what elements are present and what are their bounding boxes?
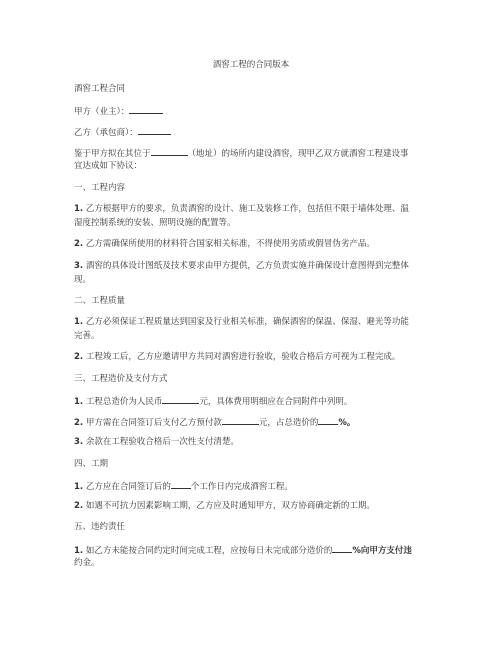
item-text-b: 个工作日内完成酒窖工程。 <box>190 482 293 492</box>
item-text: 乙方必须保证工程质量达到国家及行业相关标准，确保酒窖的保温、保湿、避光等功能 <box>85 317 409 327</box>
item-text: 如遇不可抗力因素影响工期，乙方应及时通知甲方，双方协商确定新的工期。 <box>85 501 375 511</box>
item-number: 2. <box>74 352 84 362</box>
party-a-line <box>74 104 434 118</box>
item-text: 酒窖的具体设计图纸及技术要求由甲方提供，乙方负责实施并确保设计意图得到完整体 <box>85 261 409 271</box>
item-number: 2. <box>74 239 84 249</box>
s5-item-1-line-1 <box>74 543 434 557</box>
s3-item-3 <box>74 436 434 448</box>
s5-item-1-line-2: 约金。 <box>74 558 100 568</box>
item-number: 1. <box>74 482 84 492</box>
penalty-percent-blank <box>332 543 352 553</box>
document-title: 酒窖工程的合同版本 <box>212 60 290 70</box>
item-text: 乙方需确保所使用的材料符合国家相关标准，不得使用劣质或假冒伪劣产品。 <box>85 239 375 249</box>
section-3-title: 三、工程造价及支付方式 <box>74 374 168 384</box>
item-number: 2. <box>74 501 84 511</box>
intro-text-b: （地址）的场所内建设酒窖，现甲乙双方就酒窖工程建设事 <box>187 149 409 159</box>
item-number: 1. <box>74 317 84 327</box>
s4-item-2 <box>74 500 434 512</box>
party-a-blank <box>129 104 163 114</box>
contract-heading: 酒窖工程合同 <box>74 84 126 94</box>
s3-item-1 <box>74 394 434 408</box>
intro-line-1 <box>74 146 434 160</box>
party-b-line <box>74 125 434 139</box>
s2-item-2 <box>74 351 434 363</box>
item-number: 3. <box>74 437 84 447</box>
section-2-title: 二、工程质量 <box>74 296 126 306</box>
s1-item-1-line-1 <box>74 203 434 215</box>
s2-item-1-line-2: 完善。 <box>74 331 100 341</box>
s1-item-3-line-1 <box>74 260 434 272</box>
advance-payment-blank <box>222 415 259 425</box>
item-number: 2. <box>74 418 84 428</box>
item-number: 1. <box>74 546 84 556</box>
intro-line-2: 宜达成如下协议： <box>74 161 143 171</box>
percent-blank <box>318 415 338 425</box>
s1-item-1-line-2: 湿度控制系统的安装、照明设施的配置等。 <box>74 218 236 228</box>
s2-item-1-line-1 <box>74 316 434 328</box>
s1-item-3-line-2: 现。 <box>74 275 92 285</box>
item-text-a: 如乙方未能按合同约定时间完成工程，应按每日未完成部分造价的 <box>85 546 333 556</box>
s4-item-1 <box>74 479 434 493</box>
party-b-label: 乙方（承包商）： <box>74 128 138 138</box>
item-text-b: 元，占总造价的 <box>258 418 319 428</box>
section-1-title: 一、工程内容 <box>74 183 126 193</box>
item-text-a: 工程总造价为人民币 <box>85 397 163 407</box>
party-b-blank <box>138 125 171 135</box>
s1-item-2 <box>74 238 434 250</box>
item-number: 3. <box>74 261 84 271</box>
item-text-b: 元，具体费用明细应在合同附件中列明。 <box>199 397 353 407</box>
item-text-a: 乙方应在合同签订后的 <box>85 482 171 492</box>
item-text-c: %。 <box>338 418 356 428</box>
party-a-label: 甲方（业主）： <box>74 107 130 117</box>
section-4-title: 四、工期 <box>74 459 109 469</box>
item-text-a: 甲方需在合同签订后支付乙方预付款 <box>85 418 222 428</box>
item-number: 1. <box>74 204 84 214</box>
item-number: 1. <box>74 397 84 407</box>
item-text: 工程竣工后，乙方应邀请甲方共同对酒窖进行验收，验收合格后方可视为工程完成。 <box>85 352 401 362</box>
address-blank <box>151 146 188 156</box>
s3-item-2 <box>74 415 434 429</box>
item-text: 余款在工程验收合格后一次性支付清楚。 <box>85 437 239 447</box>
workdays-blank <box>171 479 191 489</box>
item-text-b: %向甲方支付违 <box>352 546 412 556</box>
item-text: 乙方根据甲方的要求，负责酒窖的设计、施工及装修工作，包括但不限于墙体处理、温 <box>85 204 409 214</box>
intro-text-a: 鉴于甲方拟在其位于 <box>74 149 151 159</box>
total-price-blank <box>162 394 199 404</box>
section-5-title: 五、违约责任 <box>74 522 126 532</box>
